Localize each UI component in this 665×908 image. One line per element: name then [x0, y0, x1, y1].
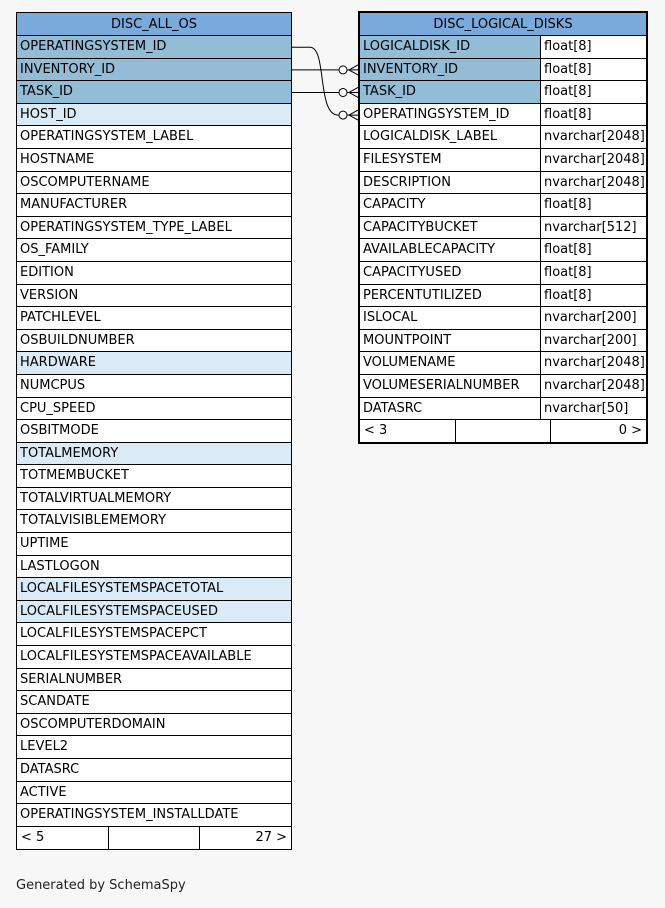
- column-name[interactable]: LOCALFILESYSTEMSPACEPCT: [20, 626, 207, 642]
- column-type: nvarchar[200]: [540, 307, 646, 329]
- column-name[interactable]: LOCALFILESYSTEMSPACETOTAL: [17, 578, 291, 600]
- column-name[interactable]: DESCRIPTION: [363, 174, 451, 190]
- column-type: float[8]: [540, 36, 646, 58]
- column-type: nvarchar[2048]: [540, 172, 646, 194]
- column-name[interactable]: OPERATINGSYSTEM_LABEL: [20, 129, 194, 145]
- parent-count[interactable]: < 3: [364, 423, 388, 439]
- column-name[interactable]: OPERATINGSYSTEM_ID: [363, 106, 510, 122]
- table-title[interactable]: DISC_ALL_OS: [17, 13, 291, 36]
- column-name[interactable]: LEVEL2: [20, 739, 69, 755]
- column-name[interactable]: OSBITMODE: [20, 423, 99, 439]
- column-name[interactable]: VOLUMENAME: [363, 355, 456, 371]
- column-name[interactable]: TOTALVIRTUALMEMORY: [20, 490, 172, 506]
- column-name[interactable]: CAPACITYBUCKET: [363, 219, 478, 235]
- column-name[interactable]: TOTMEMBUCKET: [20, 468, 129, 484]
- column-name[interactable]: CPU_SPEED: [20, 400, 96, 416]
- generated-by-caption: Generated by SchemaSpy: [16, 878, 186, 893]
- column-type: nvarchar[2048]: [540, 352, 646, 374]
- column-name[interactable]: TASK_ID: [17, 81, 291, 103]
- column-type: nvarchar[50]: [540, 398, 646, 420]
- column-name[interactable]: HARDWARE: [17, 352, 291, 374]
- column-name[interactable]: INVENTORY_ID: [360, 59, 540, 81]
- relationship-inventory-id: [292, 65, 358, 75]
- column-type: nvarchar[200]: [540, 330, 646, 352]
- column-name[interactable]: CAPACITY: [363, 197, 426, 213]
- child-count[interactable]: 0 >: [550, 420, 646, 442]
- column-type: nvarchar[2048]: [540, 375, 646, 397]
- column-name[interactable]: OPERATINGSYSTEM_TYPE_LABEL: [20, 219, 232, 235]
- column-name[interactable]: OPERATINGSYSTEM_ID: [17, 36, 291, 58]
- column-name[interactable]: INVENTORY_ID: [17, 59, 291, 81]
- column-name[interactable]: PATCHLEVEL: [20, 310, 101, 326]
- column-name[interactable]: VERSION: [20, 287, 79, 303]
- column-type: float[8]: [540, 81, 646, 103]
- column-name[interactable]: OSCOMPUTERNAME: [20, 174, 150, 190]
- column-name[interactable]: LOGICALDISK_LABEL: [363, 129, 498, 145]
- column-type: float[8]: [540, 104, 646, 126]
- column-name[interactable]: CAPACITYUSED: [363, 264, 462, 280]
- column-name[interactable]: VOLUMESERIALNUMBER: [363, 377, 520, 393]
- column-name[interactable]: FILESYSTEM: [363, 151, 442, 167]
- column-name[interactable]: OS_FAMILY: [20, 242, 89, 258]
- column-name[interactable]: HOST_ID: [17, 104, 291, 126]
- column-name[interactable]: MOUNTPOINT: [363, 332, 452, 348]
- column-name[interactable]: SCANDATE: [20, 694, 90, 710]
- column-name[interactable]: AVAILABLECAPACITY: [363, 242, 496, 258]
- column-type: float[8]: [540, 262, 646, 284]
- column-name[interactable]: LOGICALDISK_ID: [360, 36, 540, 58]
- column-name[interactable]: UPTIME: [20, 536, 69, 552]
- column-name[interactable]: PERCENTUTILIZED: [363, 287, 482, 303]
- column-name[interactable]: NUMCPUS: [20, 377, 86, 393]
- column-name[interactable]: LOCALFILESYSTEMSPACEUSED: [17, 601, 291, 623]
- column-name[interactable]: LASTLOGON: [20, 558, 100, 574]
- column-name[interactable]: EDITION: [20, 264, 74, 280]
- column-type: nvarchar[2048]: [540, 126, 646, 148]
- column-name[interactable]: SERIALNUMBER: [20, 671, 123, 687]
- column-type: float[8]: [540, 285, 646, 307]
- column-type: float[8]: [540, 59, 646, 81]
- column-name[interactable]: TASK_ID: [360, 81, 540, 103]
- column-name[interactable]: TOTALVISIBLEMEMORY: [20, 513, 167, 529]
- column-name[interactable]: TOTALMEMORY: [17, 443, 291, 465]
- column-type: float[8]: [540, 194, 646, 216]
- column-name[interactable]: LOCALFILESYSTEMSPACEAVAILABLE: [20, 649, 252, 665]
- column-name[interactable]: HOSTNAME: [20, 151, 95, 167]
- column-name[interactable]: ISLOCAL: [363, 310, 418, 326]
- column-type: nvarchar[2048]: [540, 149, 646, 171]
- column-type: nvarchar[512]: [540, 217, 646, 239]
- column-name[interactable]: OSCOMPUTERDOMAIN: [20, 716, 166, 732]
- child-count[interactable]: 27 >: [199, 827, 291, 849]
- relationship-operatingsystem-id: [292, 47, 358, 120]
- column-name[interactable]: DATASRC: [20, 762, 80, 777]
- column-name[interactable]: OSBUILDNUMBER: [20, 332, 135, 348]
- column-name[interactable]: MANUFACTURER: [20, 197, 128, 213]
- parent-count[interactable]: < 5: [21, 829, 45, 845]
- column-name[interactable]: OPERATINGSYSTEM_INSTALLDATE: [20, 807, 239, 823]
- column-name[interactable]: ACTIVE: [20, 784, 67, 800]
- column-type: float[8]: [540, 239, 646, 261]
- column-name[interactable]: DATASRC: [363, 400, 423, 416]
- table-title[interactable]: DISC_LOGICAL_DISKS: [360, 13, 646, 36]
